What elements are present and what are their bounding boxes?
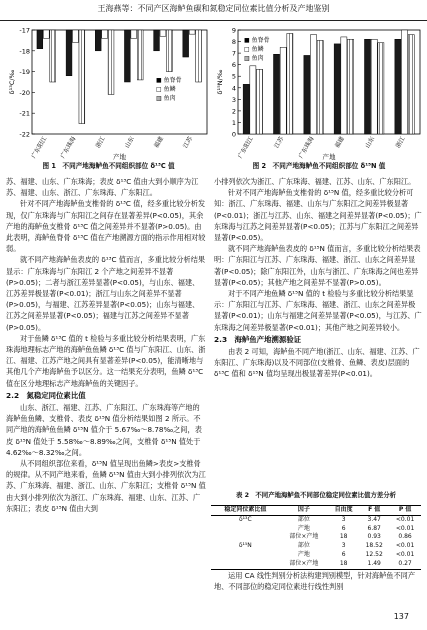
x-axis-label: 产地 [113, 153, 126, 161]
bar [395, 39, 401, 134]
table-cell: 6.87 [367, 524, 381, 532]
table-cell: <0.01 [395, 550, 415, 558]
table2 [211, 505, 421, 570]
y-tick-label: -22 [19, 130, 30, 139]
table-row [211, 515, 421, 524]
x-tick-label: 江苏 [182, 135, 195, 150]
paragraph: 就不同产地海鲈鱼表皮的 δ¹³C 值而言，多重比较分析结果显示：广东珠海与广东阳江 2 个产地之间差异不显著(P>0.05)；二者与浙江差异显著(P<0.05)，与山东、福建、江苏差异极显著(P<0.01)；浙江与山东之间差异不显著(P>0.05)，与福建、江苏差异显著(P<0.05)；山东与福建、江苏之间差异显著(P<0.05)；福建与江苏之间差异不显著(P>0.05)。 [6, 255, 206, 332]
paragraph: 针对不同产地海鲈鱼支椎骨的 δ¹³C 值，经多重比较分析发现，仅广东珠海与广东阳江之间存在显著差异(P<0.05)，其余产地的海鲈鱼支椎骨 δ¹³C 值之间差异并不显著(P>0.05)。由此表明，海鲈鱼脊骨 δ¹³C 值在产地溯源方面的指示作用相对较弱。 [6, 199, 206, 254]
bar [37, 30, 43, 49]
legend-entry: □ 鱼鳞 [244, 46, 264, 53]
right-text-column [214, 176, 422, 380]
table-row [211, 551, 421, 560]
bar [102, 30, 108, 38]
paragraph: 运用 CA 线性判别分析法构建判别模型，针对海鲈鱼不同产地、不同部位的稳定同位素进行线性判别 [214, 571, 416, 592]
x-tick-label: 福建 [152, 135, 165, 150]
x-tick-label: 江苏 [273, 135, 286, 150]
y-axis-label: δ¹³C/‰ [8, 69, 16, 95]
table-header-cell: 因子 [297, 506, 310, 513]
y-tick-label: 6 [231, 61, 236, 70]
bar [66, 30, 72, 76]
table-cell: 12.52 [365, 550, 383, 558]
x-tick-label: 广东阳江 [236, 135, 255, 160]
table-cell: 0.93 [367, 533, 381, 541]
table-cell: 18 [339, 559, 348, 567]
figure1-caption: 图 1 不同产地海鲈鱼不同组织部位 δ¹³C 值 [42, 162, 175, 170]
table-cell: 18.52 [365, 542, 383, 550]
left-text-column [6, 176, 206, 514]
figure2-caption: 图 2 不同产地海鲈鱼不同组织部位 δ¹⁵N 值 [252, 162, 386, 170]
table-cell: 产地 [297, 550, 310, 558]
table-cell: 部位 [297, 542, 310, 550]
running-title: 王海燕等：不同产区海鲈鱼碳和氮稳定同位素比值分析及产地鉴别 [97, 4, 330, 13]
table-cell: <0.01 [395, 542, 415, 550]
bar [137, 30, 143, 80]
legend-entry: ■ 鱼脊骨 [244, 37, 270, 44]
table-cell: 1.49 [367, 559, 381, 567]
y-tick-label: -19 [19, 68, 30, 77]
running-header [0, 0, 427, 21]
legend-entry: ■ 鱼脊骨 [156, 77, 182, 84]
table-cell [211, 525, 280, 534]
paragraph: 山东、浙江、福建、江苏、广东阳江、广东珠海等产地的海鲈鱼鱼鳞、支椎骨、表皮 δ¹⁵N 值分析结果如图 2 所示。不同产地的海鲈鱼鱼鳞 δ¹⁵N 值介于 5.67‰～8.78‰之间，表皮 δ¹⁵N 值处于 5.58‰～8.89‰之间，支椎骨 δ¹⁵N 值处于 4.62‰～8.32‰之间。 [6, 403, 202, 457]
bar [317, 40, 323, 134]
bar [378, 43, 384, 134]
bar [243, 84, 249, 134]
section-heading: 2.2 氮稳定同位素比值 [6, 390, 86, 400]
table-row [211, 560, 421, 569]
table-cell: 0.27 [398, 559, 412, 567]
table-cell [211, 551, 280, 560]
y-tick-label: 9 [231, 26, 236, 35]
table-cell: 6 [341, 524, 346, 532]
y-tick-label: 8 [231, 38, 236, 47]
x-tick-label: 广东阳江 [30, 135, 49, 160]
bar [166, 30, 172, 72]
bar [280, 47, 286, 134]
table-header-cell: 自由度 [334, 506, 353, 513]
y-tick-label: 7 [231, 49, 236, 58]
y-tick-label: 1 [231, 118, 236, 127]
table-cell: <0.01 [395, 515, 415, 523]
bar [250, 66, 256, 134]
table-cell: 3 [341, 542, 346, 550]
table-cell: 18 [339, 533, 348, 541]
legend [156, 76, 182, 102]
figure1-chart [6, 22, 211, 162]
table-cell: 部位×产地 [289, 533, 319, 541]
y-tick-label: -17 [19, 26, 30, 35]
table-row [211, 542, 421, 551]
bar [43, 30, 49, 38]
paragraph: 对于不同产地鱼鳞 δ¹⁵N 值的 t 检验与多重比较分析结果显示：广东阳江与江苏、广东珠海、福建、浙江、山东之间差异极显著(P<0.01)；山东与福建之间差异显著(P<0.05)，与江苏、广东珠海之间差异极显著(P<0.01)；其他产地之间差异较小。 [214, 289, 422, 332]
plot-frame [238, 30, 420, 134]
paragraph: 就不同产地海鲈鱼表皮的 δ¹⁵N 值而言，多重比较分析结果表明：广东阳江与江苏、广东珠海、福建、浙江、山东之间差异显著(P<0.05)；除广东阳江外，山东与浙江、广东珠海之间也差异显著(P<0.05)；其他产地之间差异不显著(P>0.05)。 [214, 244, 421, 287]
table2-caption: 表 2 不同产地海鲈鱼不同部位稳定同位素比值方差分析 [235, 491, 397, 499]
bar [341, 37, 347, 134]
paragraph: 针对不同产地海鲈鱼支椎骨的 δ¹⁵N 值，经多重比较分析可知：浙江、广东珠海、福建、山东与广东阳江之间差异极显著(P<0.01)；浙江与江苏、山东、福建之间差异显著(P<0.05)；广东珠海与江苏之间差异显著(P<0.05)；江苏与广东阳江之间差异显著(P<0.05)。 [214, 188, 422, 243]
bar [334, 44, 340, 134]
table-header-cell: P 值 [398, 506, 412, 513]
y-tick-label: 2 [231, 107, 236, 116]
table-cell: 部位×产地 [289, 559, 319, 567]
section-heading: 2.3 海鲈鱼产地溯源验证 [214, 334, 301, 344]
y-tick-label: -18 [19, 47, 30, 56]
table-cell [211, 533, 280, 542]
y-axis-label: δ¹⁵N/‰ [216, 69, 224, 95]
table-row [211, 533, 421, 542]
legend-entry: □ 鱼鳞 [156, 86, 176, 93]
legend-entry: ▥ 鱼肉 [244, 55, 264, 62]
x-tick-label: 福建 [333, 135, 346, 150]
x-axis-label: 产地 [322, 153, 336, 161]
legend-entry: ▥ 鱼肉 [156, 95, 176, 102]
paragraph: 小排列依次为浙江、广东珠海、福建、江苏、山东、广东阳江。 [214, 177, 416, 186]
figure2-chart [214, 22, 424, 162]
paragraph: 苏、福建、山东、广东珠海；表皮 δ¹³C 值由大到小顺序为江苏、福建、山东、浙江、广东珠海、广东阳江。 [6, 177, 199, 198]
x-tick-label: 山东 [123, 135, 136, 150]
table-header-cell: F 值 [368, 506, 381, 513]
bar [310, 35, 316, 134]
y-tick-label: 5 [231, 72, 236, 81]
bar [196, 30, 202, 82]
paragraph: 由表 2 可知，海鲈鱼不同产地(浙江、山东、福建、江苏、广东阳江、广东珠海)以及不同部位(支椎骨、鱼鳞、表皮)层面的 δ¹³C 值和 δ¹⁵N 值均呈现出极显著差异(P<0.01)。 [214, 347, 420, 379]
bar [401, 30, 407, 134]
table-cell: 6 [341, 550, 346, 558]
bar [95, 30, 101, 51]
bar [287, 33, 293, 134]
paragraph: 从不同组织部位来看，δ¹⁵N 值呈现出鱼鳞>表皮>支椎骨的规律。从不同产地来看，鱼鳞 δ¹⁵N 值由大到小排列依次为江苏、广东珠海、福建、浙江、山东、广东阳江；支椎骨 δ¹⁵N 值由大到小排列依次为浙江、广东珠海、福建、山东、江苏、广东阳江；表皮 δ¹⁵N 值由大到 [6, 459, 206, 513]
bar [183, 30, 189, 57]
x-tick-label: 广东珠海 [59, 135, 78, 160]
x-tick-label: 广东珠海 [297, 135, 316, 160]
bar [154, 30, 160, 51]
bar [304, 55, 310, 134]
bar [108, 30, 114, 94]
table-cell: 产地 [297, 524, 310, 532]
bar [73, 30, 79, 42]
bar [257, 69, 263, 134]
bar [371, 39, 377, 134]
x-tick-label: 浙江 [94, 135, 107, 150]
right-text-bottom [214, 570, 422, 592]
table-cell: δ¹³C [238, 515, 252, 523]
x-tick-label: 浙江 [394, 135, 407, 150]
table-cell: 3 [341, 515, 346, 523]
table-cell [211, 560, 280, 569]
page-number: 137 [393, 612, 409, 621]
bar [408, 35, 414, 134]
table-header-row [211, 506, 421, 516]
y-tick-label: 4 [231, 84, 236, 93]
table-cell: <0.01 [395, 524, 415, 532]
bar [131, 30, 137, 38]
y-tick-label: 3 [231, 95, 236, 104]
bar [160, 30, 166, 36]
bar [364, 39, 370, 134]
table-header-cell: 稳定同位素比值 [224, 506, 267, 513]
y-tick-label: 0 [231, 130, 236, 139]
table-cell: 部位 [297, 515, 310, 523]
bar [79, 30, 85, 124]
bar [50, 30, 56, 82]
paragraph: 对于鱼鳞 δ¹³C 值的 t 检验与多重比较分析结果表明，广东珠海地理标志产地的海鲈鱼鱼鳞 δ¹³C 值与广东阳江、山东、浙江、福建、江苏产地之间具有显著差异(P<0.05)，能清晰地与其他几个产地海鲈鱼予以区分。这一结果充分表明，鱼鳞 δ¹³C 值在区分地理标志产地海鲈鱼的关键因子。 [6, 333, 206, 388]
table-cell: 0.86 [398, 533, 412, 541]
x-tick-label: 山东 [364, 135, 377, 150]
y-tick-label: -21 [19, 109, 30, 118]
bar [273, 54, 279, 134]
bar [189, 30, 195, 34]
bar [348, 39, 354, 134]
table-cell: 3.47 [367, 515, 381, 523]
legend [244, 36, 270, 62]
y-tick-label: -20 [19, 88, 30, 97]
bar [124, 30, 130, 82]
table-cell: δ¹⁵N [238, 542, 252, 550]
